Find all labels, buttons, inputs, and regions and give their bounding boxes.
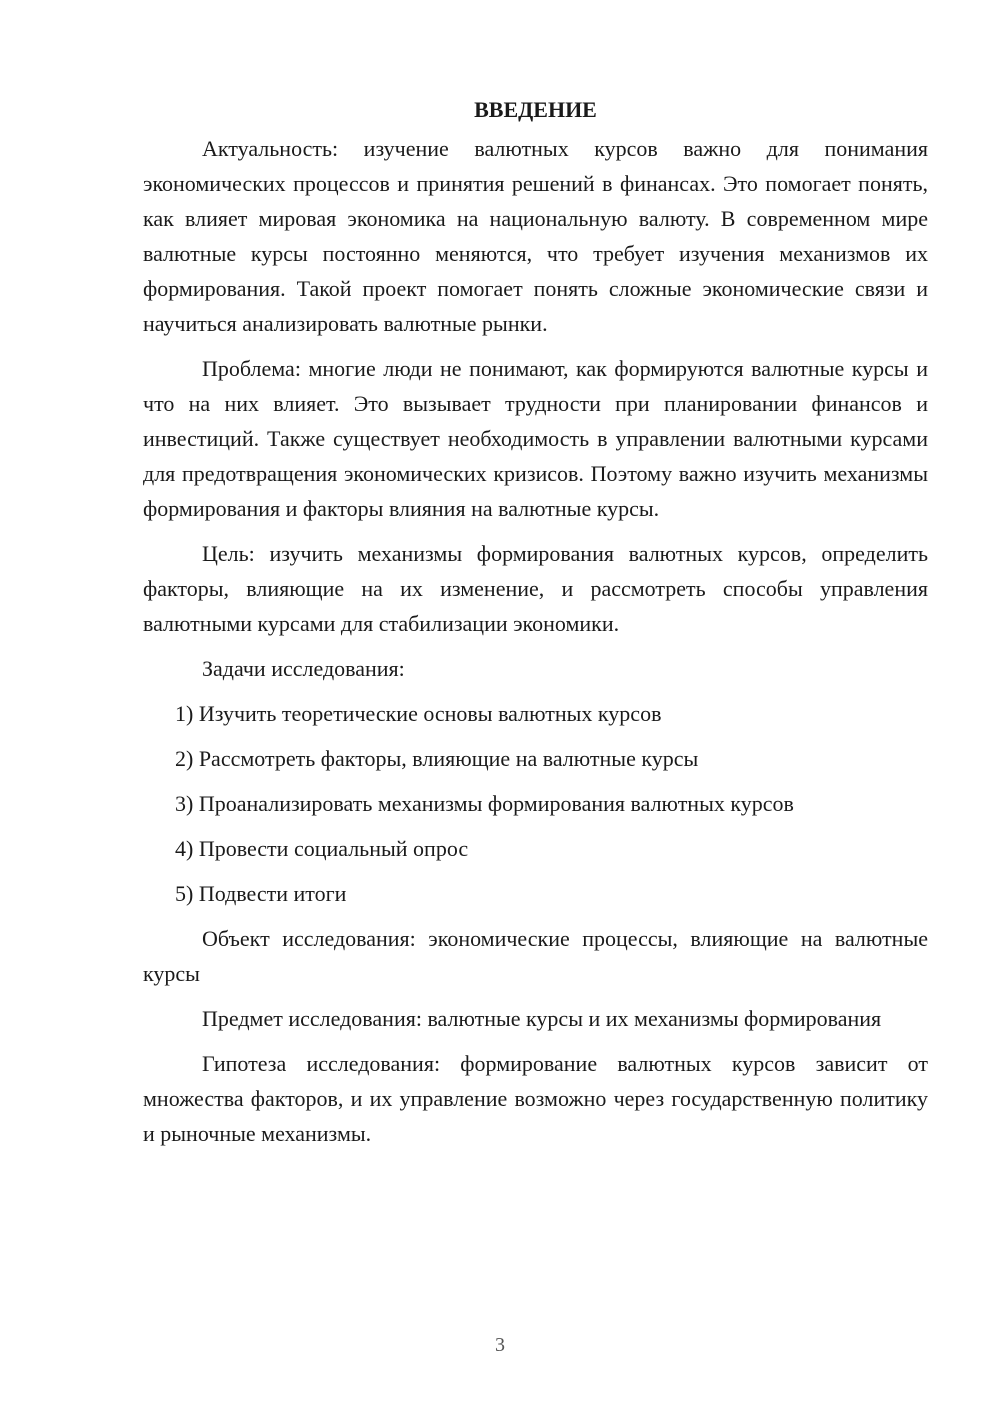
document-page <box>143 95 928 1161</box>
page-title: ВВЕДЕНИЕ <box>474 97 597 122</box>
task-item: 2) Рассмотреть факторы, влияющие на валютные курсы <box>175 746 699 771</box>
task-item: 1) Изучить теоретические основы валютных курсов <box>175 701 662 726</box>
page-number: 3 <box>495 1334 505 1356</box>
task-item: 4) Провести социальный опрос <box>175 836 469 861</box>
object-paragraph: Объект исследования: экономические процессы, влияющие на валютные курсы <box>143 926 928 986</box>
goal-paragraph: Цель: изучить механизмы формирования валютных курсов, определить факторы, влияющие на их изменение, и рассмотреть способы управления валютными курсами для стабилизации экономики. <box>143 541 928 636</box>
tasks-list <box>143 696 928 911</box>
hypothesis-paragraph: Гипотеза исследования: формирование валютных курсов зависит от множества факторов, и их управление возможно через государственную политику и рыночные механизмы. <box>143 1051 928 1146</box>
subject-paragraph: Предмет исследования: валютные курсы и их механизмы формирования <box>202 1006 882 1031</box>
task-item: 5) Подвести итоги <box>175 881 347 906</box>
relevance-paragraph: Актуальность: изучение валютных курсов важно для понимания экономических процессов и принятия решений в финансах. Это помогает понять, как влияет мировая экономика на национальную валюту. В современном мире валютные курсы постоянно меняются, что требует изучения механизмов их формирования. Такой проект помогает понять сложные экономические связи и научиться анализировать валютные рынки. <box>143 136 928 336</box>
problem-paragraph: Проблема: многие люди не понимают, как формируются валютные курсы и что на них влияет. Это вызывает трудности при планировании финансов и инвестиций. Также существует необходимость в управлении валютными курсами для предотвращения экономических кризисов. Поэтому важно изучить механизмы формирования и факторы влияния на валютные курсы. <box>143 356 928 521</box>
task-item: 3) Проанализировать механизмы формирования валютных курсов <box>175 791 794 816</box>
tasks-heading: Задачи исследования: <box>202 656 405 681</box>
